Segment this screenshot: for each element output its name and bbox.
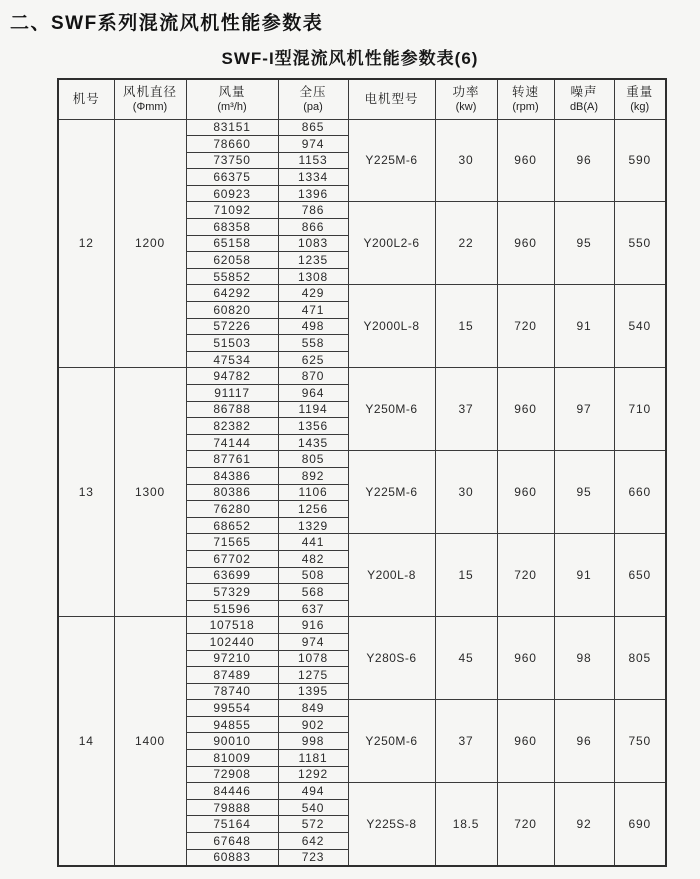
- cell-total-pressure: 870: [278, 368, 348, 385]
- cell-airflow: 57226: [186, 318, 278, 335]
- cell-airflow: 94782: [186, 368, 278, 385]
- cell-total-pressure: 1396: [278, 185, 348, 202]
- cell-airflow: 81009: [186, 750, 278, 767]
- cell-total-pressure: 866: [278, 219, 348, 236]
- cell-weight: 660: [614, 451, 666, 534]
- cell-total-pressure: 1329: [278, 517, 348, 534]
- cell-airflow: 75164: [186, 816, 278, 833]
- cell-airflow: 51503: [186, 335, 278, 352]
- cell-speed: 960: [497, 700, 554, 783]
- cell-airflow: 64292: [186, 285, 278, 302]
- cell-total-pressure: 1334: [278, 169, 348, 186]
- cell-total-pressure: 1435: [278, 434, 348, 451]
- cell-total-pressure: 902: [278, 716, 348, 733]
- cell-motor-model: Y250M-6: [348, 700, 435, 783]
- cell-speed: 960: [497, 368, 554, 451]
- cell-motor-model: Y225M-6: [348, 451, 435, 534]
- cell-airflow: 51596: [186, 600, 278, 617]
- cell-power: 37: [435, 368, 497, 451]
- cell-noise: 97: [554, 368, 614, 451]
- cell-airflow: 72908: [186, 766, 278, 783]
- cell-airflow: 79888: [186, 799, 278, 816]
- cell-total-pressure: 849: [278, 700, 348, 717]
- cell-airflow: 107518: [186, 617, 278, 634]
- cell-total-pressure: 540: [278, 799, 348, 816]
- cell-airflow: 76280: [186, 501, 278, 518]
- cell-airflow: 86788: [186, 401, 278, 418]
- cell-airflow: 74144: [186, 434, 278, 451]
- cell-total-pressure: 964: [278, 385, 348, 402]
- col-header-machine-no: 机号: [58, 79, 114, 119]
- cell-airflow: 97210: [186, 650, 278, 667]
- cell-power: 22: [435, 202, 497, 285]
- col-header-fan-diameter: 风机直径 (Φmm): [114, 79, 186, 119]
- cell-weight: 590: [614, 119, 666, 202]
- cell-airflow: 68652: [186, 517, 278, 534]
- cell-airflow: 60883: [186, 849, 278, 866]
- cell-motor-model: Y200L-8: [348, 534, 435, 617]
- cell-total-pressure: 482: [278, 550, 348, 567]
- cell-airflow: 67648: [186, 833, 278, 850]
- cell-weight: 650: [614, 534, 666, 617]
- cell-power: 30: [435, 451, 497, 534]
- cell-total-pressure: 865: [278, 119, 348, 136]
- cell-total-pressure: 805: [278, 451, 348, 468]
- cell-airflow: 87489: [186, 667, 278, 684]
- table-header: [58, 79, 666, 119]
- cell-power: 15: [435, 534, 497, 617]
- header-row: [58, 79, 666, 119]
- cell-airflow: 84446: [186, 783, 278, 800]
- cell-total-pressure: 1395: [278, 683, 348, 700]
- cell-airflow: 83151: [186, 119, 278, 136]
- cell-motor-model: Y225S-8: [348, 783, 435, 866]
- cell-noise: 91: [554, 534, 614, 617]
- table-title: SWF-I型混流风机性能参数表(6): [221, 49, 479, 68]
- cell-total-pressure: 974: [278, 633, 348, 650]
- cell-total-pressure: 916: [278, 617, 348, 634]
- cell-airflow: 60820: [186, 302, 278, 319]
- cell-airflow: 87761: [186, 451, 278, 468]
- cell-noise: 98: [554, 617, 614, 700]
- col-header-weight: 重量 (kg): [614, 79, 666, 119]
- cell-noise: 92: [554, 783, 614, 866]
- cell-motor-model: Y225M-6: [348, 119, 435, 202]
- cell-total-pressure: 1083: [278, 235, 348, 252]
- cell-speed: 720: [497, 783, 554, 866]
- col-header-power: 功率 (kw): [435, 79, 497, 119]
- cell-total-pressure: 1235: [278, 252, 348, 269]
- cell-total-pressure: 637: [278, 600, 348, 617]
- cell-speed: 960: [497, 617, 554, 700]
- cell-total-pressure: 1181: [278, 750, 348, 767]
- cell-noise: 96: [554, 700, 614, 783]
- cell-speed: 720: [497, 534, 554, 617]
- cell-motor-model: Y200L2-6: [348, 202, 435, 285]
- cell-weight: 805: [614, 617, 666, 700]
- cell-airflow: 68358: [186, 219, 278, 236]
- cell-total-pressure: 508: [278, 567, 348, 584]
- cell-total-pressure: 1256: [278, 501, 348, 518]
- cell-airflow: 90010: [186, 733, 278, 750]
- cell-total-pressure: 429: [278, 285, 348, 302]
- cell-total-pressure: 568: [278, 584, 348, 601]
- cell-airflow: 73750: [186, 152, 278, 169]
- cell-fan-diameter: 1300: [114, 368, 186, 617]
- cell-airflow: 62058: [186, 252, 278, 269]
- cell-airflow: 60923: [186, 185, 278, 202]
- fan-spec-table: [57, 78, 667, 867]
- cell-airflow: 84386: [186, 467, 278, 484]
- col-header-noise: 噪声 dB(A): [554, 79, 614, 119]
- cell-speed: 960: [497, 119, 554, 202]
- cell-airflow: 99554: [186, 700, 278, 717]
- cell-airflow: 78660: [186, 136, 278, 153]
- cell-power: 15: [435, 285, 497, 368]
- cell-total-pressure: 1292: [278, 766, 348, 783]
- cell-airflow: 82382: [186, 418, 278, 435]
- table-row: [58, 119, 666, 136]
- cell-weight: 690: [614, 783, 666, 866]
- cell-airflow: 102440: [186, 633, 278, 650]
- cell-total-pressure: 1078: [278, 650, 348, 667]
- cell-total-pressure: 974: [278, 136, 348, 153]
- cell-machine-no: 12: [58, 119, 114, 368]
- cell-total-pressure: 1356: [278, 418, 348, 435]
- cell-weight: 710: [614, 368, 666, 451]
- page-title: 二、SWF系列混流风机性能参数表: [10, 13, 324, 34]
- cell-total-pressure: 642: [278, 833, 348, 850]
- cell-airflow: 71565: [186, 534, 278, 551]
- cell-airflow: 78740: [186, 683, 278, 700]
- cell-power: 18.5: [435, 783, 497, 866]
- cell-total-pressure: 494: [278, 783, 348, 800]
- cell-total-pressure: 1308: [278, 268, 348, 285]
- cell-speed: 960: [497, 451, 554, 534]
- cell-power: 45: [435, 617, 497, 700]
- table-row: [58, 617, 666, 634]
- cell-airflow: 55852: [186, 268, 278, 285]
- cell-total-pressure: 625: [278, 351, 348, 368]
- cell-total-pressure: 572: [278, 816, 348, 833]
- cell-airflow: 71092: [186, 202, 278, 219]
- cell-total-pressure: 723: [278, 849, 348, 866]
- cell-weight: 540: [614, 285, 666, 368]
- col-header-total-pressure: 全压 (pa): [278, 79, 348, 119]
- cell-total-pressure: 998: [278, 733, 348, 750]
- cell-weight: 750: [614, 700, 666, 783]
- col-header-motor-model: 电机型号: [348, 79, 435, 119]
- cell-noise: 95: [554, 202, 614, 285]
- cell-airflow: 91117: [186, 385, 278, 402]
- cell-motor-model: Y2000L-8: [348, 285, 435, 368]
- cell-fan-diameter: 1400: [114, 617, 186, 866]
- table-row: [58, 368, 666, 385]
- cell-motor-model: Y250M-6: [348, 368, 435, 451]
- cell-fan-diameter: 1200: [114, 119, 186, 368]
- cell-power: 30: [435, 119, 497, 202]
- cell-total-pressure: 1275: [278, 667, 348, 684]
- cell-airflow: 57329: [186, 584, 278, 601]
- cell-noise: 96: [554, 119, 614, 202]
- cell-machine-no: 13: [58, 368, 114, 617]
- col-header-speed: 转速 (rpm): [497, 79, 554, 119]
- cell-total-pressure: 558: [278, 335, 348, 352]
- cell-noise: 91: [554, 285, 614, 368]
- cell-airflow: 94855: [186, 716, 278, 733]
- cell-airflow: 63699: [186, 567, 278, 584]
- cell-total-pressure: 441: [278, 534, 348, 551]
- cell-airflow: 65158: [186, 235, 278, 252]
- cell-total-pressure: 471: [278, 302, 348, 319]
- cell-airflow: 67702: [186, 550, 278, 567]
- cell-noise: 95: [554, 451, 614, 534]
- cell-speed: 960: [497, 202, 554, 285]
- table-body: [58, 119, 666, 866]
- cell-motor-model: Y280S-6: [348, 617, 435, 700]
- cell-machine-no: 14: [58, 617, 114, 866]
- col-header-airflow: 风量 (m³/h): [186, 79, 278, 119]
- cell-total-pressure: 1106: [278, 484, 348, 501]
- cell-total-pressure: 1153: [278, 152, 348, 169]
- cell-total-pressure: 786: [278, 202, 348, 219]
- cell-total-pressure: 498: [278, 318, 348, 335]
- cell-power: 37: [435, 700, 497, 783]
- cell-airflow: 80386: [186, 484, 278, 501]
- cell-airflow: 66375: [186, 169, 278, 186]
- cell-total-pressure: 892: [278, 467, 348, 484]
- cell-airflow: 47534: [186, 351, 278, 368]
- cell-total-pressure: 1194: [278, 401, 348, 418]
- cell-speed: 720: [497, 285, 554, 368]
- cell-weight: 550: [614, 202, 666, 285]
